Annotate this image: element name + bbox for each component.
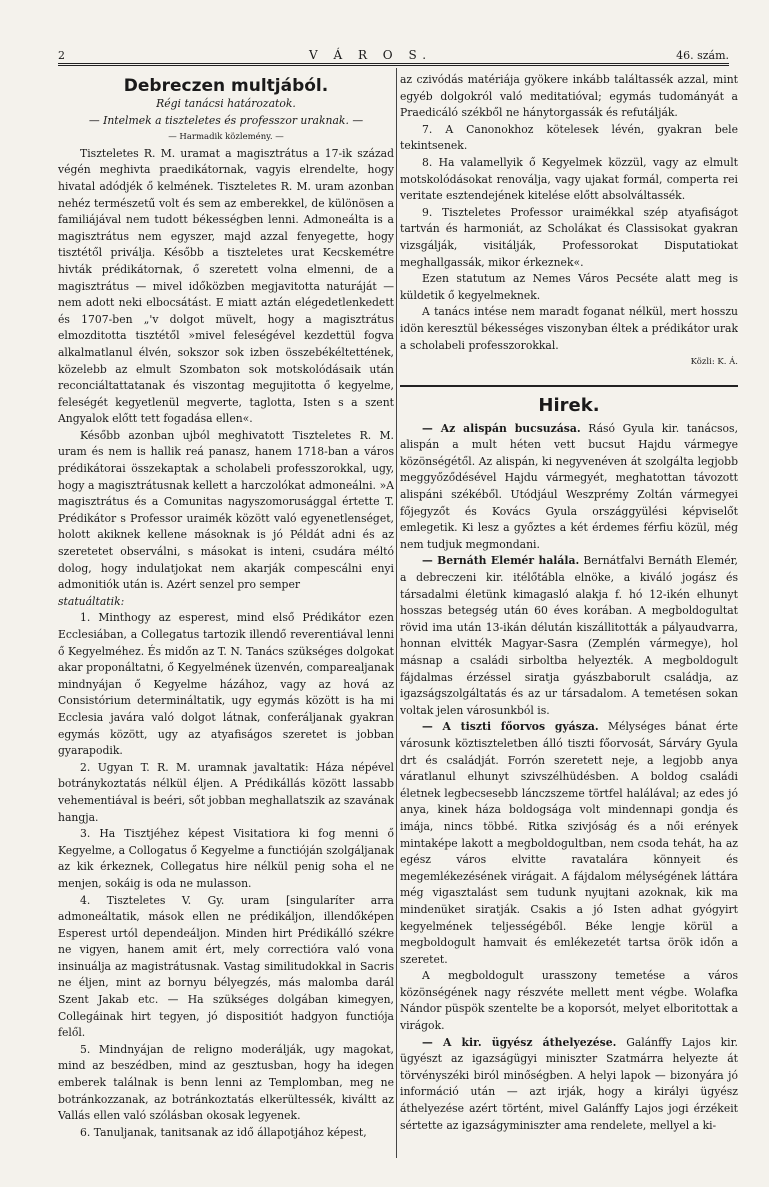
paragraph: Ezen statutum az Nemes Város Pecséte alatt meg is küldetik ő kegyelmeknek. (400, 272, 738, 302)
news-body: Bernátfalvi Bernáth Elemér, a debreczeni kir. itélőtábla elnöke, a kiváló jogász és társadalmi életünk kimagasló alakja f. hó 12-ikén elhunyt hosszas betegség után 60 éves korában. A megboldogultat rövid ima után 13-ikán délután kiszállitották a pályaudvarra, honnan elvitték Magyar-Sasra (Zemplén vármegye), hol másnap a családi sirboltba helyezték. A megboldogult fájdalmas érzéssel siratja gyászbaborult családja, az igazságszolgáltatás és az ur társadalom. A temetésen sokan voltak jelen városunkból is. (400, 554, 738, 717)
news-title: — A tiszti főorvos gyásza. (422, 720, 599, 734)
left-column (58, 72, 394, 1162)
issue-number: 46. szám. (676, 49, 729, 62)
news-item (400, 1035, 738, 1135)
page-number: 2 (58, 49, 65, 62)
right-column (400, 72, 738, 1162)
statute-item-1: 1. Minthogy az esperest, mind első Prédikátor ezen Ecclesiában, a Collegatus tartozik illendő reverentiával lenni ő Kegyelméhez. És midőn az T. N. Tanács szükséges dolgokat akar proponáltatni, ő Kegyelmének üzenvén, comparealjanak mindnyájan ő Kegyelme házához, vagy az hová az Consistórium determináltatik, ugy egymás között is ha mi Ecclesia javára való dolgot látnak, conferáljanak gyakran egymás között, ugy az atyafiságos szeretet is jobban gyarapodik. (58, 611, 394, 758)
news-item (400, 719, 738, 968)
paragraph: az czivódás matériája gyökere inkább találtassék azzal, mint egyéb dolgokról való meditatióval; egymás tudományát a Praedicáló székből ne hánytorgassák és refutálják. (400, 73, 738, 120)
statute-item-2: 2. Ugyan T. R. M. uramnak javaltatik: Háza népével botránykoztatás nélkül éljen. A Prédikállás között lassabb vehementiával is beéri, sőt jobban meghallatszik az szavának hangja. (58, 760, 394, 824)
article-signature: Közli: K. Á. (690, 357, 738, 368)
statute-item-7: 7. A Canonokhoz kötelesek lévén, gyakran bele tekintsenek. (400, 122, 738, 153)
news-item: A megboldogult urasszony temetése a város közönségének nagy részvéte mellett ment végbe. Wolafka Nándor püspök szentelte be a koporsót, melyet elboritottak a virágok. (400, 969, 738, 1033)
news-item (400, 421, 738, 554)
masthead-title: V Á R O S. (309, 48, 433, 62)
article-subtitle: Régi tanácsi határozatok. (156, 97, 296, 110)
section-rule (400, 385, 738, 387)
news-item (400, 553, 738, 719)
news-body: Rásó Gyula kir. tanácsos, alispán a mult héten vett bucsut Hajdu vármegye közönségétől. Az alispán, ki negyvenéven át szolgálta legjobb meggyőződésével Hajdu vármegyét, meghatottan távozott alispáni székéből. Utódjául Weszprémy Zoltán vármegyei főjegyzőt és Kovács Gyula országgyülési képviselőt emlegetik. Ki lesz a győztes a két érdemes férfiu közül, még nem tudjuk megmondani. (400, 421, 738, 551)
header-rule (58, 63, 729, 69)
statute-item-4: 4. Tiszteletes V. Gy. uram [singularíter arra admoneáltatik, mások ellen ne prédikáljon, illendőképen Esperest urtól dependeáljon. Minden hirt Prédikálló székre ne vigyen, hanem amit ért, mely correctióra való vona insinuálja az magistrátusnak. Vastag similitudokkal in Sacris ne éljen, mint az bornyu bélyegzés, más malomba darál Szent Jakab etc. — Ha szükséges dolgában kimegyen, Collegáinak hirt tegyen, jó dispositiót hadgyon functiója felől. (58, 893, 394, 1040)
statuallatik-label: statuáltatik: (58, 594, 125, 608)
paragraph: A tanács intése nem maradt foganat nélkül, mert hosszu idön keresztül békességes viszonyban éltek a prédikátor urak a scholabeli professzorokkal. (400, 305, 738, 352)
news-title: — Bernáth Elemér halála. (422, 554, 580, 568)
paragraph: Tiszteletes R. M. uramat a magisztrátus a 17-ik század végén meghivta praedikátornak, vagyis elrendelte, hogy hivatal adódjék ő kelmének. Tiszteletes R. M. uram azonban nehéz természetű volt és sem az emberekkel, de különösen a familiájával nem tudott békességben lenni. Admoneálta is a magisztrátus nem egyszer, majd azzal fenyegette, hogy tisztétől priválja. Később a tiszteletes urat Kecskemétre hivták prédikátornak, ő szeretett volna elmenni, de a magisztrátus — mivel időközben megjavitotta naturáját — nem adott neki elbocsátást. E miatt aztán elégedetlenkedett és 1707-ben „'v dolgot müvelt, hogy a magisztrátus elmozditotta tisztétől »mivel feleségével kezdettül fogva alkalmatlanul élvén, sokszor sok izben összebékéltettének, közelebb az elmult Szombaton sok motskolódásaik után reconciáltattatanak és viszontag megujitotta ő kegyelme, feleségét kegyetlenül megverte, taglotta, Isten s a szent Angyalok előtt tett fogadása ellen«. (58, 146, 394, 426)
news-title: — Az alispán bucsuzása. (422, 421, 581, 435)
article-byline: — Intelmek a tiszteletes és professzor uraknak. — (88, 113, 364, 127)
running-head (58, 44, 729, 62)
news-title: — A kir. ügyész áthelyezése. (422, 1035, 617, 1049)
article-headline: Debreczen multjából. (123, 76, 329, 96)
article-part: — Harmadik közlemény. — (168, 132, 284, 143)
statute-item-5: 5. Mindnyájan de religno moderálják, ugy magokat, mind az beszédben, mind az gesztusban, hogy ha idegen emberek találnak is benn lenni az Templomban, meg ne botránkozzanak, az botránkoztatás elkerültessék, kiváltt az Vallás ellen való szólásban okosak legyenek. (58, 1042, 394, 1123)
statute-item-9: 9. Tiszteletes Professor uraimékkal szép atyafiságot tartván és harmoniát, az Scholákat és Classisokat gyakran vizsgálják, visitálják, Professorokat Disputatiokat meghallgassák, mikor érkeznek«. (400, 205, 738, 269)
news-body: Mélységes bánat érte városunk köztiszteletben álló tiszti főorvosát, Sárváry Gyula drt és családját. Forrón szeretett neje, a legjobb anya váratlanul elhunyt szivszélhüdésben. A boldog családi életnek legbecsesebb lánczszeme törtfel halálával; az edes jó anya, kinek háza boldogsága volt mindennapi gondja és imája, nincs többé. Ritka szivjóság és a női erények mintaképe lakott a megboldogultban, nem csoda tehát, ha az egész város elvitte ravatalára könnyeit és megemlékezésének virágait. A fájdalom mélységének láttára még vigasztalást sem tudunk nyujtani azoknak, kik ma mindenüket siratják. Csakis a jó Isten adhat gyógyirt kegyelmének teljességéből. Béke lengje körül a megboldogult hamvait és emlékezetét tartsa örök időn a szeretet. (400, 720, 738, 966)
statute-item-6: 6. Tanuljanak, tanitsanak az idő állapotjához képest, (80, 1125, 367, 1139)
statute-item-8: 8. Ha valamellyik ő Kegyelmek közzül, vagy az elmult motskolódásokat renoválja, vagy ujakat formál, comperta rei veritate esztendejének kitelése előtt absolváltassék. (400, 155, 738, 203)
statute-item-3: 3. Ha Tisztjéhez képest Visitatiora ki fog menni ő Kegyelme, a Collogatus ő Kegyelme a functióján szolgáljanak az kik érkeznek, Collegatus hire nélkül penig soha el ne menjen, sokáig is oda ne mulasson. (58, 827, 394, 890)
paragraph: Később azonban ujból meghivatott Tiszteletes R. M. uram és nem is hallik reá panasz, hanem 1718-ban a város prédikátorai összekaptak a scholabeli professzorokkal, ugy, hogy a magisztrátusnak kellett a harczolókat admoneálni. »A magisztrátus és a Comunitas nagyszomorusággal értette T. Prédikátor s Professor uraimék között való egyenetlenséget, holott akiknek kellene másoknak is jó Példát adni és az szeretetet observálni, s másokat is inteni, csudára méltó dolog, hogy indulatjokat nem akarják compescálni enyi admonitiók után is. Azért senzel pro semper (58, 428, 394, 592)
news-body: Galánffy Lajos kir. ügyészt az igazságügyi miniszter Szatmárra helyezte át törvényszéki biról minőségben. A helyi lapok — bizonyára jó információ után — azt irják, hogy a királyi ügyész áthelyezése azért történt, mivel Galánffy Lajos jogi érzékeit sértette az igazságyminiszter ama rendelete, mellyel a ki- (400, 1035, 738, 1132)
column-divider (396, 68, 397, 1158)
section-title-hirek: Hirek. (538, 394, 600, 416)
